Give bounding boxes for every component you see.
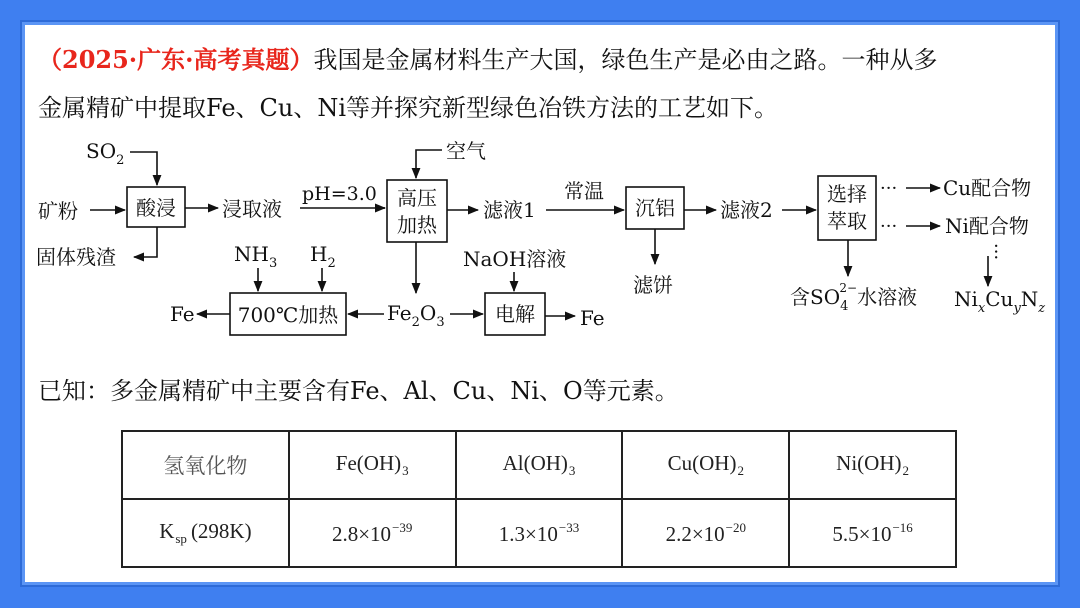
fe-left-label: Fe: [170, 302, 195, 326]
high-pressure-label-1: 高压: [397, 186, 437, 210]
ni-complex-label: Ni配合物: [945, 214, 1029, 238]
ore-label: 矿粉: [38, 199, 78, 223]
so4-solution-label: 含$SO_42-$水溶液: [790, 281, 918, 314]
nh3-label: $NH_3$: [234, 242, 278, 271]
question-line-2: 金属精矿中提取Fe、Cu、Ni等并探究新型绿色冶铁方法的工艺如下。: [38, 94, 779, 122]
header-label: 氢氧化物: [122, 431, 289, 499]
compound-header: $Ni(OH)_2$: [789, 431, 956, 499]
electrolysis-label: 电解: [495, 302, 535, 326]
ksp-value: $2.2\times 10^{-20}$: [622, 499, 789, 567]
cu-complex-label: Cu配合物: [943, 176, 1032, 200]
precip-al-label: 沉铝: [635, 196, 675, 220]
compound-header: $Al(OH)_3$: [456, 431, 623, 499]
ksp-value: $2.8\times 10^{-39}$: [289, 499, 456, 567]
leachate-label: 浸取液: [222, 197, 282, 221]
heating-700-label: 700℃加热: [237, 303, 339, 327]
solid-residue-label: 固体残渣: [36, 245, 116, 269]
filter-cake-label: 滤饼: [633, 273, 673, 297]
question-text-1: 我国是金属材料生产大国，绿色生产是必由之路。一种从多: [313, 46, 938, 74]
dots-cu: ···: [880, 178, 898, 199]
fe-right-label: Fe: [580, 306, 605, 330]
ksp-label: $K_{sp}$ (298K): [122, 499, 289, 567]
so2-arrow: [130, 152, 157, 185]
air-label: 空气: [446, 139, 486, 163]
ksp-value: $5.5\times 10^{-16}$: [789, 499, 956, 567]
nicun-label: $Ni_xCu_yN_z$: [954, 287, 1046, 316]
compound-header: $Fe(OH)_3$: [289, 431, 456, 499]
ksp-table: [121, 430, 957, 568]
h2-label: $H_2$: [310, 242, 336, 271]
filtrate2-label: 滤液2: [720, 198, 773, 222]
known-info: 已知：多金属精矿中主要含有Fe、Al、Cu、Ni、O等元素。: [38, 377, 679, 405]
select-label-2: 萃取: [827, 209, 867, 233]
dots-ni: ···: [880, 216, 898, 237]
ksp-value: $1.3\times 10^{-33}$: [456, 499, 623, 567]
table-header-row: [122, 431, 956, 499]
acid-leach-label: 酸浸: [136, 196, 176, 220]
room-temp-label: 常温: [564, 179, 604, 203]
ph-label: pH=3.0: [302, 183, 377, 205]
source-tag: （2025·广东·高考真题）: [38, 45, 314, 74]
select-label-1: 选择: [827, 182, 867, 206]
residue-arrow: [134, 227, 157, 257]
filtrate1-label: 滤液1: [483, 198, 536, 222]
so2-label: $SO_2$: [86, 139, 125, 168]
fe2o3-label: $Fe_2O_3$: [387, 301, 445, 330]
high-pressure-label-2: 加热: [397, 213, 437, 237]
naoh-label: NaOH溶液: [463, 247, 567, 271]
compound-header: $Cu(OH)_2$: [622, 431, 789, 499]
table-row: [122, 499, 956, 567]
air-arrow: [416, 150, 442, 178]
dots-vertical: ···: [985, 243, 1006, 261]
